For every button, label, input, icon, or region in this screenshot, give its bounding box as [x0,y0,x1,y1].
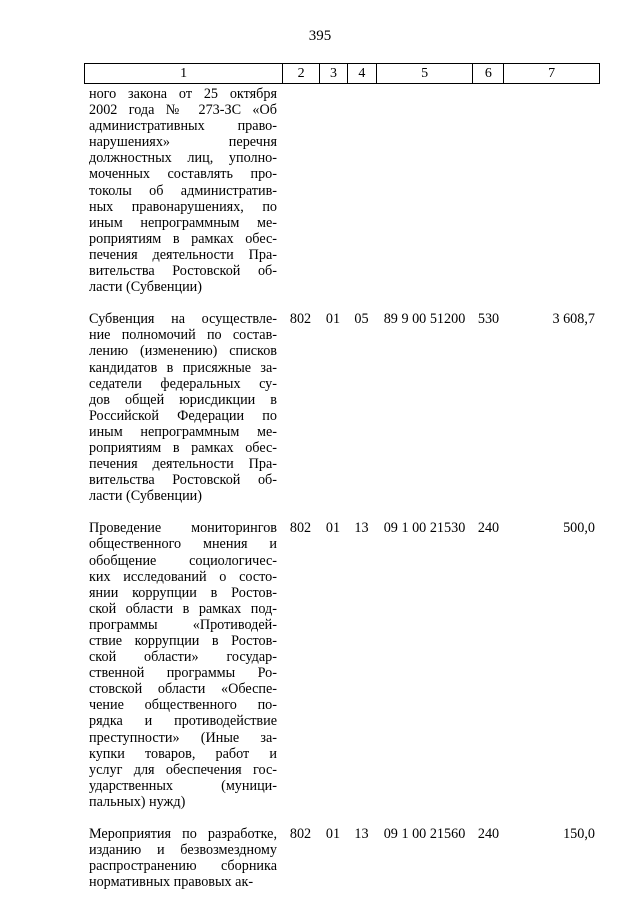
description-line: Мероприятия по разработке, [89,826,277,843]
row-description [89,520,277,810]
description-line: общественного мнения и [89,536,277,553]
description-line: ного закона от 25 октября [89,86,277,102]
description-line: роприятиям в рамках обес- [89,230,277,247]
cell-col-2: 802 [289,520,312,537]
description-line: ние полномочий по состав- [89,327,277,344]
cell-col-7: 500,0 [563,520,595,537]
description-line: ных правонарушениях, по [89,198,277,215]
cell-col-4: 05 [354,311,369,328]
description-line: обобщение социологичес- [89,552,277,569]
cell-col-2: 802 [289,826,312,843]
description-line: иным непрограммным ме- [89,423,277,440]
description-line: должностных лиц, уполно- [89,150,277,167]
description-line: рядка и противодействие [89,713,277,730]
description-line: ударственных (муници- [89,777,277,794]
description-line: чение общественного по- [89,697,277,714]
description-line: купки товаров, работ и [89,745,277,762]
description-line: иным непрограммным ме- [89,214,277,231]
description-line: седатели федеральных су- [89,375,277,392]
description-line: ласти (Субвенции) [89,279,202,296]
description-line: ласти (Субвенции) [89,488,202,505]
description-line: моченных составлять про- [89,166,277,183]
description-line: распространению сборника [89,858,277,875]
description-line: Российской Федерации по [89,407,277,424]
cell-col-4: 13 [354,826,369,843]
cell-col-5: 89 9 00 51200 [383,311,466,328]
cell-col-6: 530 [477,311,500,328]
cell-col-5: 09 1 00 21560 [383,826,466,843]
table-row [84,311,600,504]
header-col-3: 3 [319,64,347,83]
header-col-7: 7 [503,64,599,83]
table-row [84,826,600,890]
row-description [89,826,277,890]
description-line: печения деятельности Пра- [89,246,277,263]
description-line: вительства Ростовской об- [89,263,277,280]
cell-col-6: 240 [477,826,500,843]
description-line: нарушениях» перечня [89,134,277,151]
table-header [84,63,600,84]
description-line: изданию и безвозмездному [89,842,277,859]
description-line: дов общей юрисдикции в [89,391,277,408]
cell-col-7: 150,0 [563,826,595,843]
description-line: кандидатов в присяжные за- [89,359,277,376]
cell-col-7: 3 608,7 [552,311,595,328]
description-line: вительства Ростовской об- [89,472,277,489]
cell-col-3: 01 [325,311,341,328]
description-line: ской области» государ- [89,649,277,666]
cell-col-6: 240 [477,520,500,537]
header-col-1: 1 [180,65,188,81]
header-col-4: 4 [347,64,376,83]
description-line: ких исследований о состо- [89,568,277,585]
cell-col-2: 802 [289,311,312,328]
description-line: пальных) нужд) [89,793,186,810]
description-line: токолы об административ- [89,182,277,199]
description-line: программы «Противодей- [89,616,277,633]
description-line: печения деятельности Пра- [89,456,277,473]
description-line: Субвенция на осуществле- [89,311,277,328]
table-row [84,520,600,810]
page-number: 395 [308,28,332,44]
table-body [84,86,600,906]
description-line: ской области в рамках под- [89,600,277,617]
description-line: услуг для обеспечения гос- [89,761,277,778]
cell-col-3: 01 [325,520,341,537]
row-description [89,86,277,295]
description-line: янии коррупции в Ростов- [89,584,277,601]
row-description [89,311,277,504]
description-line: ствие коррупции в Ростов- [89,633,277,649]
description-line: нормативных правовых ак- [89,874,254,891]
header-col-5: 5 [376,64,473,83]
cell-col-4: 13 [354,520,369,537]
description-line: роприятиям в рамках обес- [89,439,277,456]
description-line: лению (изменению) списков [89,343,277,360]
description-line: ственной программы Ро- [89,665,277,682]
header-col-2: 2 [282,64,319,83]
description-line: административных право- [89,118,277,135]
description-line: 2002 года № 273-ЗС «Об [89,102,277,119]
description-line: Проведение мониторингов [89,520,277,537]
table-row [84,86,600,295]
description-line: стовской области «Обеспе- [89,681,277,698]
description-line: преступности» (Иные за- [89,729,277,746]
cell-col-3: 01 [325,826,341,843]
header-col-6: 6 [472,64,503,83]
cell-col-5: 09 1 00 21530 [383,520,466,537]
